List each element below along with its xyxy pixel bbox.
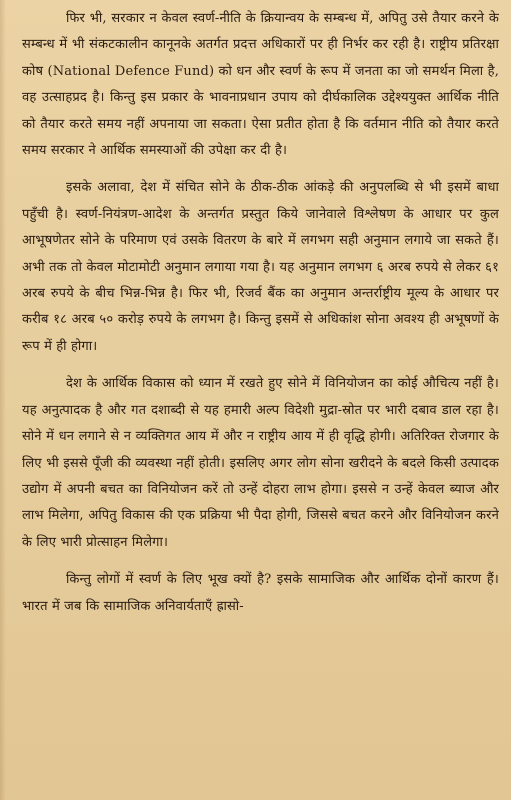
paragraph-gold-policy: फिर भी, सरकार न केवल स्वर्ण-नीति के क्रियान्वय के सम्बन्ध में, अपितु उसे तैयार करने के सम्बन्ध में भी संकटकालीन कानूनके अतर्गत प्रदत्त अधिकारों पर ही निर्भर कर रही है। राष्ट्रीय प्रतिरक्षा कोष (National Defence Fund) को धन और स्वर्ण के रूप में जनता का जो समर्थन मिला है, वह उत्साहप्रद है। किन्तु इस प्रकार के भावनाप्रधान उपाय को दीर्घकालिक उद्देश्ययुक्त आर्थिक नीति को तैयार करते समय नहीं अपनाया जा सकता। ऐसा प्रतीत होता है कि वर्तमान नीति को तैयार करते समय सरकार ने आर्थिक समस्याओं की उपेक्षा कर दी है।: [22, 11, 499, 159]
paragraph-hunger-for-gold: किन्तु लोगों में स्वर्ण के लिए भूख क्यों है? इसके सामाजिक और आर्थिक दोनों कारण हैं। भारत में जब कि सामाजिक अनिवार्यताएँ ह्रासो-: [22, 572, 499, 614]
paragraph-gold-estimates: इसके अलावा, देश में संचित सोने के ठीक-ठीक आंकड़े की अनुपलब्धि से भी इसमें बाधा पहुँची है। स्वर्ण-नियंत्रण-आदेश के अन्तर्गत प्रस्तुत किये जानेवाले विश्लेषण के आधार पर कुल आभूषणेतर सोने के परिमाण एवं उसके वितरण के बारे में लगभग सही अनुमान लगाये जा सकते हैं। अभी तक तो केवल मोटामोटी अनुमान लगाया गया है। यह अनुमान लगभग ६ अरब रुपये से लेकर ६१ अरब रुपये के बीच भिन्न-भिन्न है। फिर भी, रिजर्व बैंक का अनुमान अन्तर्राष्ट्रीय मूल्य के आधार पर करीब १८ अरब ५० करोड़ रुपये के लगभग है। किन्तु इसमें से अधिकांश सोना अवश्य ही अभूषणों के रूप में ही होगा।: [22, 180, 499, 354]
page-edge-shadow: [0, 0, 6, 800]
paragraph-economic-development: देश के आर्थिक विकास को ध्यान में रखते हुए सोने में विनियोजन का कोई औचित्य नहीं है। यह अनुत्पादक है और गत दशाब्दी से यह हमारी अल्प विदेशी मुद्रा-स्रोत पर भारी दबाव डाल रहा है। सोने में धन लगाने से न व्यक्तिगत आय में और न राष्ट्रीय आय में ही वृद्धि होगी। अतिरिक्त रोजगार के लिए भी इससे पूँजी की व्यवस्था नहीं होती। इसलिए अगर लोग सोना खरीदने के बदले किसी उत्पादक उद्योग में अपनी बचत का विनियोजन करें तो उन्हें दोहरा लाभ होगा। इससे न उन्हें केवल ब्याज और लाभ मिलेगा, अपितु विकास की एक प्रक्रिया भी पैदा होगी, जिससे बचत करने और विनियोजन करने के लिए भारी प्रोत्साहन मिलेगा।: [22, 376, 499, 550]
